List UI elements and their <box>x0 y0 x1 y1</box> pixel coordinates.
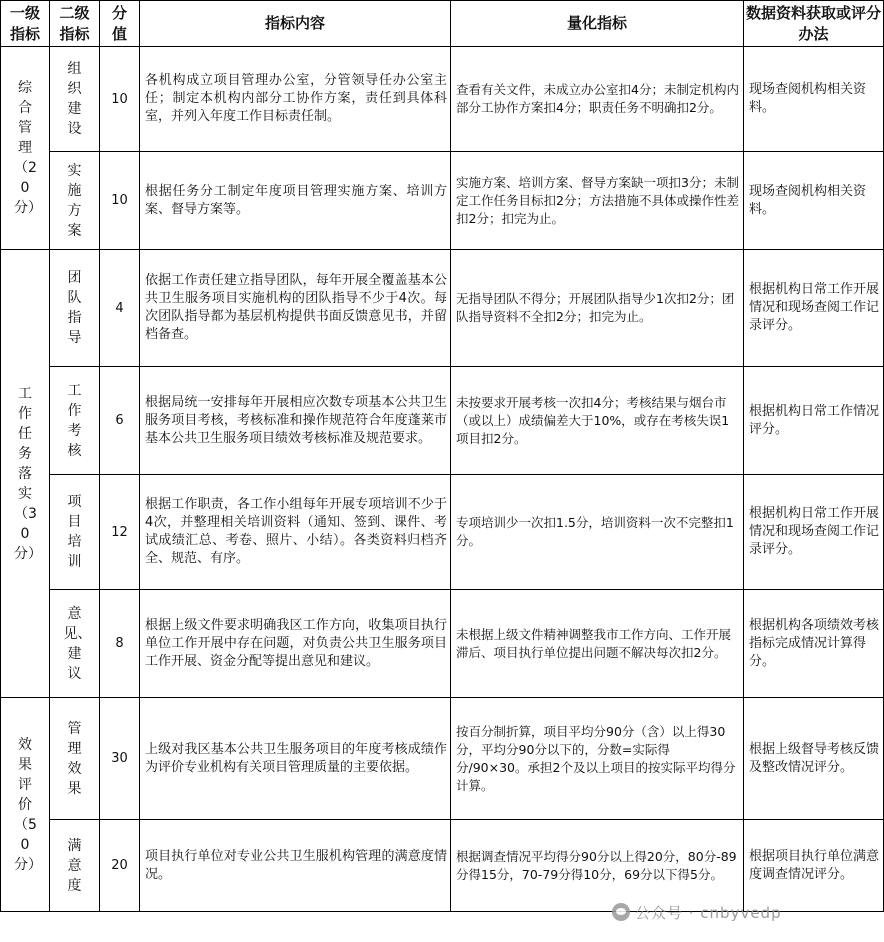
quant-cell: 实施方案、培训方案、督导方案缺一项扣3分；未制定工作任务目标扣2分；方法措施不具体或操作性差扣2分；扣完为止。 <box>451 152 744 250</box>
level2-cell: 团队指导 <box>50 250 100 367</box>
watermark: 公众号 · cnbyvedp <box>612 902 782 923</box>
method-cell: 根据上级督导考核反馈及整改情况评分。 <box>744 698 884 820</box>
table-row <box>1 698 884 820</box>
level2-cell: 组织建设 <box>50 47 100 152</box>
score-cell: 12 <box>100 475 140 590</box>
content-cell: 上级对我区基本公共卫生服务项目的年度考核成绩作为评价专业机构有关项目管理质量的主要依据。 <box>140 698 451 820</box>
content-cell: 根据上级文件要求明确我区工作方向，收集项目执行单位工作开展中存在问题，对负责公共卫生服务项目工作开展、资金分配等提出意见和建议。 <box>140 590 451 698</box>
header-level2: 二级指标 <box>50 1 100 47</box>
level1-cell: 效果评价（50分） <box>1 698 50 912</box>
score-cell: 30 <box>100 698 140 820</box>
content-cell: 根据任务分工制定年度项目管理实施方案、培训方案、督导方案等。 <box>140 152 451 250</box>
content-cell: 根据局统一安排每年开展相应次数专项基本公共卫生服务项目考核，考核标准和操作规范符合年度蓬莱市基本公共卫生服务项目绩效考核标准及规范要求。 <box>140 367 451 475</box>
table-row <box>1 152 884 250</box>
score-cell: 20 <box>100 820 140 912</box>
level2-cell: 管理效果 <box>50 698 100 820</box>
content-cell: 依据工作责任建立指导团队，每年开展全覆盖基本公共卫生服务项目实施机构的团队指导不少于4次。每次团队指导都为基层机构提供书面反馈意见书，并留档备查。 <box>140 250 451 367</box>
method-cell: 根据机构日常工作情况评分。 <box>744 367 884 475</box>
level2-cell: 满意度 <box>50 820 100 912</box>
method-cell: 根据机构日常工作开展情况和现场查阅工作记录评分。 <box>744 250 884 367</box>
method-cell: 现场查阅机构相关资料。 <box>744 152 884 250</box>
table-row <box>1 820 884 912</box>
table-row <box>1 250 884 367</box>
score-cell: 8 <box>100 590 140 698</box>
header-score: 分值 <box>100 1 140 47</box>
quant-cell: 无指导团队不得分；开展团队指导少1次扣2分；团队指导资料不全扣2分；扣完为止。 <box>451 250 744 367</box>
quant-cell: 未根据上级文件精神调整我市工作方向、工作开展滞后、项目执行单位提出问题不解决每次扣2分。 <box>451 590 744 698</box>
score-cell: 6 <box>100 367 140 475</box>
method-cell: 根据机构日常工作开展情况和现场查阅工作记录评分。 <box>744 475 884 590</box>
score-cell: 10 <box>100 47 140 152</box>
method-cell: 根据项目执行单位满意度调查情况评分。 <box>744 820 884 912</box>
content-cell: 各机构成立项目管理办公室，分管领导任办公室主任；制定本机构内部分工协作方案，责任到具体科室，并列入年度工作目标责任制。 <box>140 47 451 152</box>
quant-cell: 按百分制折算，项目平均分90分（含）以上得30分，平均分90分以下的，分数=实际得分/90×30。承担2个及以上项目的按实际平均得分计算。 <box>451 698 744 820</box>
table-row <box>1 475 884 590</box>
level1-cell: 工作任务落实（30分） <box>1 250 50 698</box>
score-cell: 10 <box>100 152 140 250</box>
header-row <box>1 1 884 47</box>
level2-cell: 意见、建议 <box>50 590 100 698</box>
score-cell: 4 <box>100 250 140 367</box>
table-row <box>1 590 884 698</box>
quant-cell: 查看有关文件，未成立办公室扣4分；未制定机构内部分工协作方案扣4分；职责任务不明确扣2分。 <box>451 47 744 152</box>
wechat-icon <box>612 903 630 921</box>
content-cell: 根据工作职责，各工作小组每年开展专项培训不少于4次，并整理相关培训资料（通知、签到、课件、考试成绩汇总、考卷、照片、小结）。各类资料归档齐全、规范、有序。 <box>140 475 451 590</box>
header-content: 指标内容 <box>140 1 451 47</box>
header-level1: 一级指标 <box>1 1 50 47</box>
header-method: 数据资料获取或评分办法 <box>744 1 884 47</box>
content-cell: 项目执行单位对专业公共卫生服机构管理的满意度情况。 <box>140 820 451 912</box>
quant-cell: 专项培训少一次扣1.5分，培训资料一次不完整扣1分。 <box>451 475 744 590</box>
level2-cell: 工作考核 <box>50 367 100 475</box>
table-row <box>1 367 884 475</box>
method-cell: 根据机构各项绩效考核指标完成情况计算得分。 <box>744 590 884 698</box>
quant-cell: 根据调查情况平均得分90分以上得20分，80分-89分得15分，70-79分得10分，69分以下得5分。 <box>451 820 744 912</box>
method-cell: 现场查阅机构相关资料。 <box>744 47 884 152</box>
level2-cell: 项目培训 <box>50 475 100 590</box>
table-row <box>1 47 884 152</box>
header-quant: 量化指标 <box>451 1 744 47</box>
quant-cell: 未按要求开展考核一次扣4分；考核结果与烟台市（或以上）成绩偏差大于10%，或存在考核失误1项目扣2分。 <box>451 367 744 475</box>
level1-cell: 综合管理（20分） <box>1 47 50 250</box>
level2-cell: 实施方案 <box>50 152 100 250</box>
